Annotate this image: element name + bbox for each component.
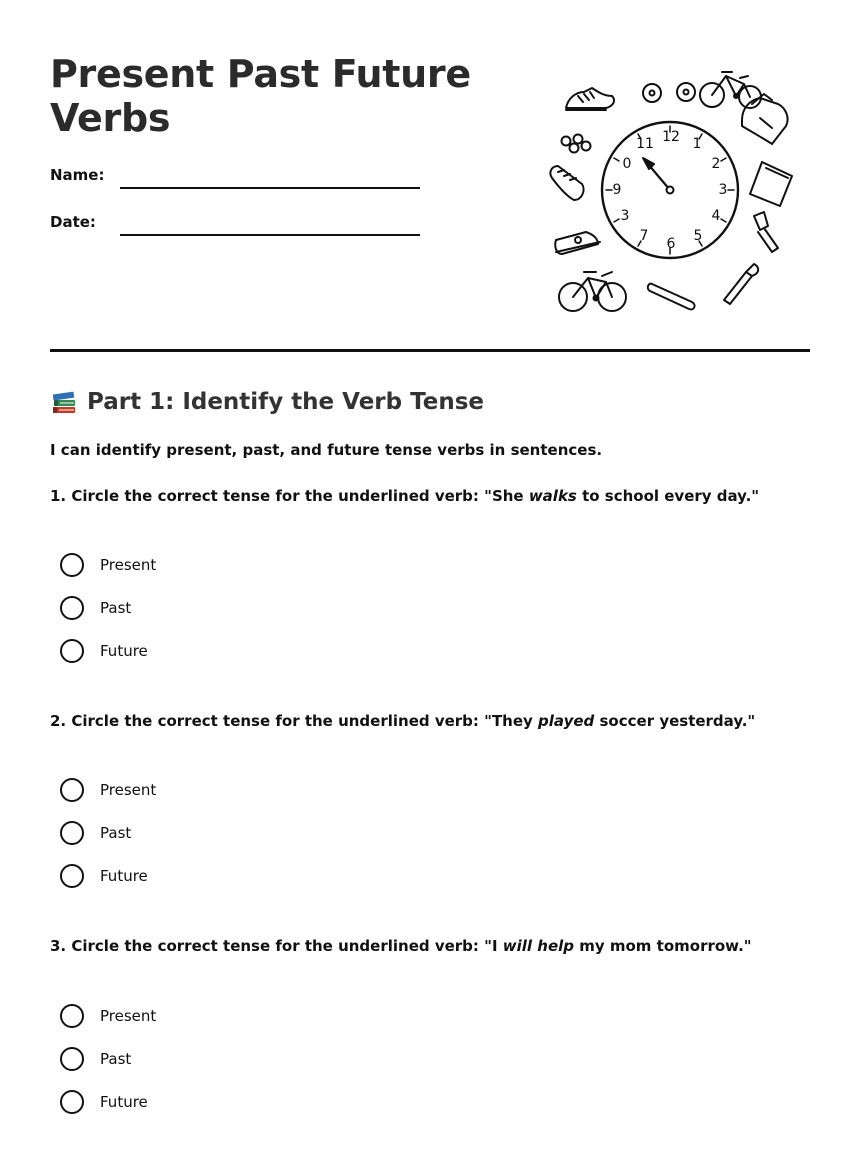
section-heading — [50, 388, 484, 416]
radio-circle[interactable] — [60, 821, 84, 845]
bag-icon — [742, 94, 788, 144]
name-label: Name: — [50, 166, 105, 184]
option-label: Future — [100, 642, 148, 660]
bicycle-icon — [700, 72, 761, 108]
underlined-verb: walks — [528, 487, 577, 505]
radio-circle[interactable] — [60, 864, 84, 888]
radio-circle[interactable] — [60, 1047, 84, 1071]
objective-text: I can identify present, past, and future tense verbs in sentences. — [50, 441, 603, 459]
option-past[interactable] — [60, 1046, 131, 1072]
option-label: Past — [100, 1050, 132, 1068]
question-text: 2. Circle the correct tense for the underlined verb: "They — [50, 712, 539, 730]
radio-circle[interactable] — [60, 639, 84, 663]
question-text: my mom tomorrow." — [574, 937, 752, 955]
underlined-verb: will help — [502, 937, 575, 955]
option-label: Present — [100, 781, 157, 799]
clock-icon — [602, 122, 738, 258]
clock-number: 5 — [693, 228, 703, 244]
radio-circle[interactable] — [60, 778, 84, 802]
clock-number: 0 — [622, 156, 632, 172]
bat-icon — [648, 284, 695, 310]
option-future[interactable] — [60, 1089, 148, 1115]
radio-circle[interactable] — [60, 596, 84, 620]
radio-circle[interactable] — [60, 553, 84, 577]
books-icon — [50, 388, 78, 416]
sneaker-icon — [550, 166, 583, 200]
option-label: Present — [100, 1007, 157, 1025]
paintbrush-icon — [724, 264, 758, 304]
question-1 — [50, 487, 759, 505]
sneaker-icon — [566, 88, 614, 110]
page-title: Present Past Future Verbs — [50, 52, 471, 140]
option-label: Future — [100, 1093, 148, 1111]
radio-circle[interactable] — [60, 1004, 84, 1028]
clock-number: 4 — [711, 208, 721, 224]
option-label: Present — [100, 556, 157, 574]
binoculars-icon — [562, 135, 591, 153]
date-label: Date: — [50, 213, 96, 231]
disc-icon — [643, 83, 695, 102]
question-text: soccer yesterday." — [594, 712, 756, 730]
clock-number: 9 — [612, 182, 622, 198]
clock-number: 12 — [662, 129, 680, 145]
name-line[interactable] — [120, 187, 420, 189]
option-label: Past — [100, 599, 132, 617]
option-past[interactable] — [60, 595, 131, 621]
underlined-verb: played — [538, 712, 595, 730]
option-present[interactable] — [60, 552, 156, 578]
clock-number: 1 — [692, 136, 702, 152]
section-heading-text: Part 1: Identify the Verb Tense — [87, 389, 485, 415]
clock-with-objects-icon — [540, 60, 810, 320]
option-past[interactable] — [60, 820, 131, 846]
question-3 — [50, 937, 752, 955]
question-text: 3. Circle the correct tense for the underlined verb: "I — [50, 937, 503, 955]
option-label: Past — [100, 824, 132, 842]
bicycle-icon — [559, 272, 626, 311]
clock-number: 3 — [620, 208, 630, 224]
radio-circle[interactable] — [60, 1090, 84, 1114]
brush-icon — [754, 212, 778, 252]
clock-number: 3 — [718, 182, 728, 198]
clock-number: 6 — [666, 236, 676, 252]
clock-number: 7 — [639, 228, 649, 244]
question-text: 1. Circle the correct tense for the underlined verb: "She — [50, 487, 529, 505]
question-2 — [50, 712, 755, 730]
option-label: Future — [100, 867, 148, 885]
option-present[interactable] — [60, 1003, 156, 1029]
question-text: to school every day." — [576, 487, 760, 505]
clock-number: 2 — [711, 156, 721, 172]
option-future[interactable] — [60, 638, 148, 664]
date-line[interactable] — [120, 234, 420, 236]
option-present[interactable] — [60, 777, 156, 803]
divider — [50, 349, 810, 352]
clock-number: 11 — [636, 136, 654, 152]
shoe-icon — [555, 232, 600, 254]
option-future[interactable] — [60, 863, 148, 889]
notebook-icon — [750, 162, 792, 206]
